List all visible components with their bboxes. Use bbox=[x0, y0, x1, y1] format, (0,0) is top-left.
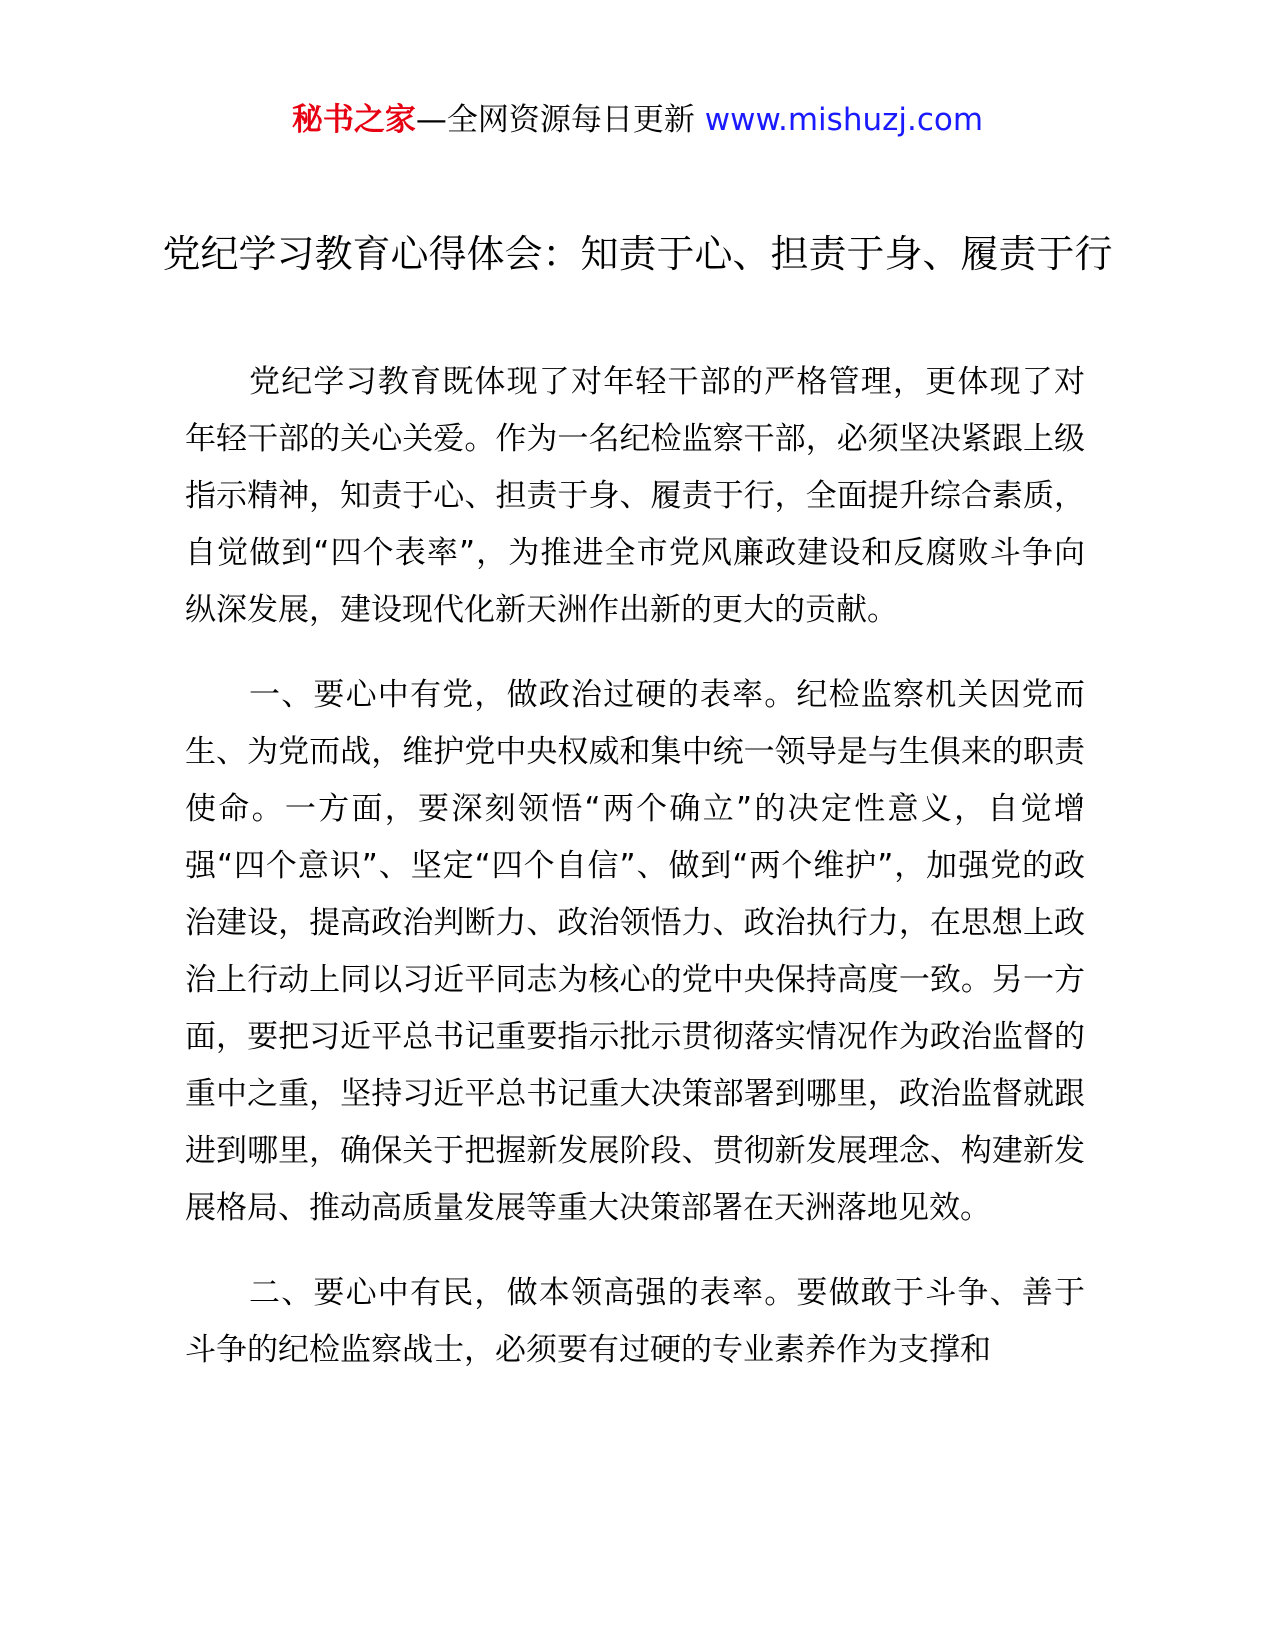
paragraph-section-one: 一、要心中有党，做政治过硬的表率。纪检监察机关因党而生、为党而战，维护党中央权威和集中统一领导是与生俱来的职责使命。一方面，要深刻领悟“两个确立”的决定性意义，自觉增强“四个意识”、坚定“四个自信”、做到“两个维护”，加强党的政治建设，提高政治判断力、政治领悟力、政治执行力，在思想上政治上行动上同以习近平同志为核心的党中央保持高度一致。另一方面，要把习近平总书记重要指示批示贯彻落实情况作为政治监督的重中之重，坚持习近平总书记重大决策部署到哪里，政治监督就跟进到哪里，确保关于把握新发展阶段、贯彻新发展理念、构建新发展格局、推动高质量发展等重大决策部署在天洲落地见效。 bbox=[185, 677, 1085, 1226]
document-body bbox=[185, 354, 1085, 1407]
site-header bbox=[0, 98, 1275, 142]
paragraph-intro: 党纪学习教育既体现了对年轻干部的严格管理，更体现了对年轻干部的关心关爱。作为一名纪检监察干部，必须坚决紧跟上级指示精神，知责于心、担责于身、履责于行，全面提升综合素质，自觉做到“四个表率”，为推进全市党风廉政建设和反腐败斗争向纵深发展，建设现代化新天洲作出新的更大的贡献。 bbox=[185, 364, 1085, 628]
document-title: 党纪学习教育心得体会：知责于心、担责于身、履责于行 bbox=[162, 232, 1113, 276]
site-url-link[interactable]: www.mishuzj.com bbox=[704, 102, 984, 138]
paragraph-section-two: 二、要心中有民，做本领高强的表率。要做敢于斗争、善于斗争的纪检监察战士，必须要有过硬的专业素养作为支撑和 bbox=[185, 1275, 1085, 1368]
site-brand: 秘书之家 bbox=[291, 102, 416, 138]
site-tagline: —全网资源每日更新 bbox=[415, 102, 695, 138]
